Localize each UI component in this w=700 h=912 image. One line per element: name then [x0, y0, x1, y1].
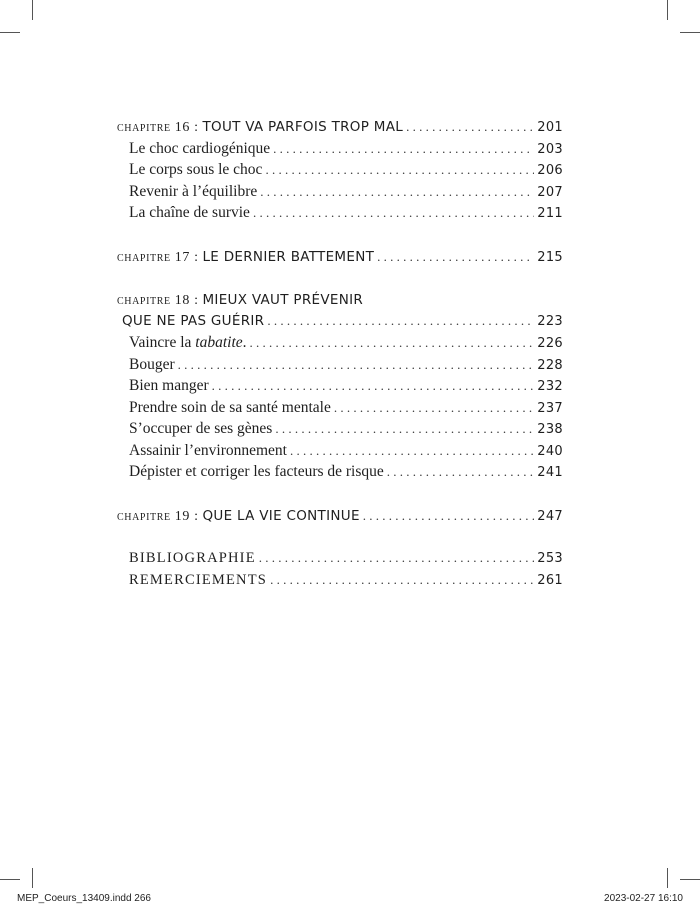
chapter-title: chapitre 18 : MIEUX VAUT PRÉVENIR [117, 292, 364, 308]
entry-label: Vaincre la tabatite. [129, 334, 247, 351]
toc-chapter-17[interactable] [117, 248, 563, 270]
toc-bibliography[interactable] [117, 550, 563, 572]
toc-entry[interactable] [117, 399, 563, 421]
toc-entry[interactable] [117, 463, 563, 485]
leader-dots [265, 162, 534, 178]
entry-label: Dépister et corriger les facteurs de risque [129, 463, 384, 480]
leader-dots [290, 443, 534, 459]
toc-acknowledgements[interactable] [117, 572, 563, 594]
page-number: 240 [537, 443, 563, 459]
crop-mark-top-right-h [680, 32, 700, 33]
toc-chapter-19[interactable] [117, 507, 563, 529]
toc-entry[interactable] [117, 161, 563, 183]
toc-entry[interactable] [117, 140, 563, 162]
leader-dots [267, 313, 534, 329]
leader-dots [212, 378, 535, 394]
chapter-title: chapitre 19 : QUE LA VIE CONTINUE [117, 507, 360, 524]
leader-dots [275, 421, 534, 437]
leader-dots [273, 141, 534, 157]
leader-dots [253, 205, 534, 221]
slug-file-info: MEP_Coeurs_13409.indd 266 [17, 893, 151, 904]
leader-dots [250, 335, 535, 351]
page-number: 203 [537, 141, 563, 157]
toc-chapter-16[interactable] [117, 118, 563, 140]
entry-label: Bouger [129, 355, 175, 373]
crop-mark-bottom-right-h [680, 879, 700, 880]
page-number: 261 [537, 572, 563, 588]
toc-entry[interactable] [117, 442, 563, 464]
page-number: 201 [537, 120, 563, 135]
crop-mark-top-right [667, 0, 668, 20]
slug-timestamp: 2023-02-27 16:10 [604, 893, 683, 904]
chapter-title: chapitre 17 : LE DERNIER BATTEMENT [117, 248, 375, 265]
toc-entry[interactable] [117, 377, 563, 399]
page-number: 232 [537, 379, 563, 394]
entry-label: Bien manger [129, 377, 209, 394]
crop-mark-top-left [32, 0, 33, 20]
toc-chapter-18-line2[interactable] [117, 313, 563, 335]
crop-mark-bottom-left [32, 868, 33, 888]
leader-dots [377, 249, 534, 265]
chapter-title: chapitre 16 : TOUT VA PARFOIS TROP MAL [117, 119, 404, 135]
page-number: 253 [537, 551, 563, 566]
crop-mark-top-left-h [0, 32, 20, 33]
entry-label: BIBLIOGRAPHIE [129, 550, 256, 566]
chapter-title-continued: QUE NE PAS GUÉRIR [122, 312, 265, 329]
page-number: 241 [537, 465, 563, 480]
page-number: 237 [537, 400, 563, 416]
page-number: 206 [537, 163, 563, 178]
page-number: 247 [537, 508, 563, 524]
page-number: 238 [537, 422, 563, 437]
leader-dots [259, 550, 535, 566]
page-number: 228 [537, 357, 563, 373]
crop-mark-bottom-left-h [0, 879, 20, 880]
entry-label: Le corps sous le choc [129, 161, 263, 178]
toc-entry[interactable] [117, 420, 563, 442]
page-number: 223 [537, 313, 563, 329]
entry-label: REMERCIEMENTS [129, 571, 268, 588]
toc-entry[interactable] [117, 183, 563, 205]
entry-label: S’occuper de ses gènes [129, 420, 273, 437]
toc-entry[interactable] [117, 204, 563, 226]
toc-entry[interactable] [117, 356, 563, 378]
entry-label: Assainir l’environnement [129, 441, 287, 459]
leader-dots [260, 184, 534, 200]
leader-dots [270, 572, 534, 588]
entry-label: Revenir à l’équilibre [129, 182, 258, 200]
leader-dots [363, 508, 535, 524]
crop-mark-bottom-right [667, 868, 668, 888]
leader-dots [406, 119, 534, 135]
toc-chapter-18-line1[interactable] [117, 291, 563, 313]
entry-label: Prendre soin de sa santé mentale [129, 398, 331, 416]
entry-label: Le choc cardiogénique [129, 139, 271, 157]
page-number: 226 [537, 336, 563, 351]
page-number: 207 [537, 184, 563, 200]
page-number: 211 [537, 206, 563, 221]
leader-dots [387, 464, 535, 480]
table-of-contents [117, 118, 563, 593]
leader-dots [178, 357, 535, 373]
page-number: 215 [537, 249, 563, 265]
entry-label: La chaîne de survie [129, 204, 250, 221]
leader-dots [334, 400, 534, 416]
toc-entry[interactable] [117, 334, 563, 356]
